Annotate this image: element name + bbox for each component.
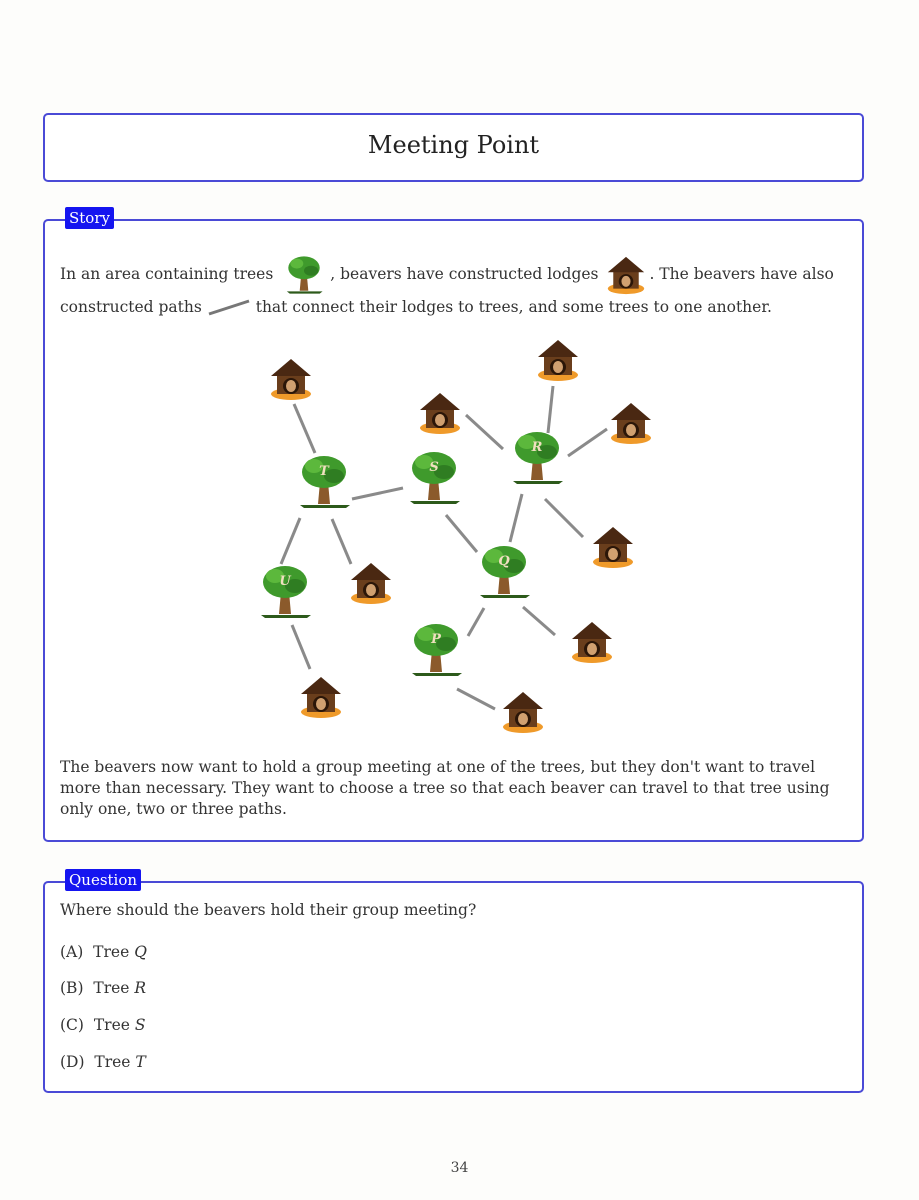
option-var: S [134, 1016, 146, 1034]
svg-text:U: U [279, 574, 291, 589]
option-label: Tree [94, 1053, 131, 1071]
story-paragraph-2: The beavers now want to hold a group meeting at one of the trees, but they don't want to travel more than necessary. They want to choose a tree so that each beaver can travel to that tree using only one, two or three paths. [60, 758, 830, 818]
option-b[interactable] [60, 979, 146, 997]
lodge-7 [572, 622, 612, 663]
tree-S [410, 452, 460, 504]
lodge-8 [301, 677, 341, 718]
lodge-6 [351, 563, 391, 604]
svg-text:Q: Q [498, 554, 510, 569]
option-c[interactable] [60, 1016, 145, 1034]
tree-Q [480, 546, 530, 598]
tree-R [513, 432, 563, 484]
option-d[interactable] [60, 1053, 146, 1071]
story-tag: Story [65, 207, 114, 229]
intro-text-2: , beavers have constructed lodges [330, 265, 599, 283]
option-label: Tree [93, 1016, 130, 1034]
intro-text-1: In an area containing trees [60, 265, 274, 283]
page-title: Meeting Point [367, 131, 540, 159]
lodge-9 [503, 692, 543, 733]
svg-text:P: P [431, 632, 441, 647]
option-label: Tree [93, 979, 130, 997]
title-box [43, 113, 864, 182]
svg-text:R: R [531, 440, 543, 455]
svg-text:T: T [319, 464, 329, 479]
option-var: Q [134, 943, 147, 961]
lodge-1 [271, 359, 311, 400]
option-letter: (B) [60, 979, 84, 997]
paths [281, 386, 607, 709]
tree-T [300, 456, 350, 508]
question-text: Where should the beavers hold their group meeting? [60, 901, 477, 919]
option-var: T [135, 1053, 146, 1071]
lodge-3 [538, 340, 578, 381]
intro-text-4: that connect their lodges to trees, and some trees to one another. [255, 298, 772, 316]
option-letter: (C) [60, 1016, 84, 1034]
beaver-map-diagram [45, 221, 866, 844]
question-box [43, 871, 864, 1093]
option-var: R [134, 979, 147, 997]
svg-text:S: S [429, 460, 439, 475]
story-box [43, 209, 864, 842]
lodge-2 [420, 393, 460, 434]
option-label: Tree [93, 943, 130, 961]
lodge-4 [611, 403, 651, 444]
tree-U [261, 566, 311, 618]
option-letter: (D) [60, 1053, 85, 1071]
page-number: 34 [450, 1160, 469, 1176]
intro-text-3: . The beavers have also constructed paths [60, 265, 834, 316]
option-letter: (A) [60, 943, 84, 961]
lodge-5 [593, 527, 633, 568]
option-a[interactable] [60, 943, 147, 961]
tree-P [412, 624, 462, 676]
question-tag: Question [65, 869, 141, 891]
